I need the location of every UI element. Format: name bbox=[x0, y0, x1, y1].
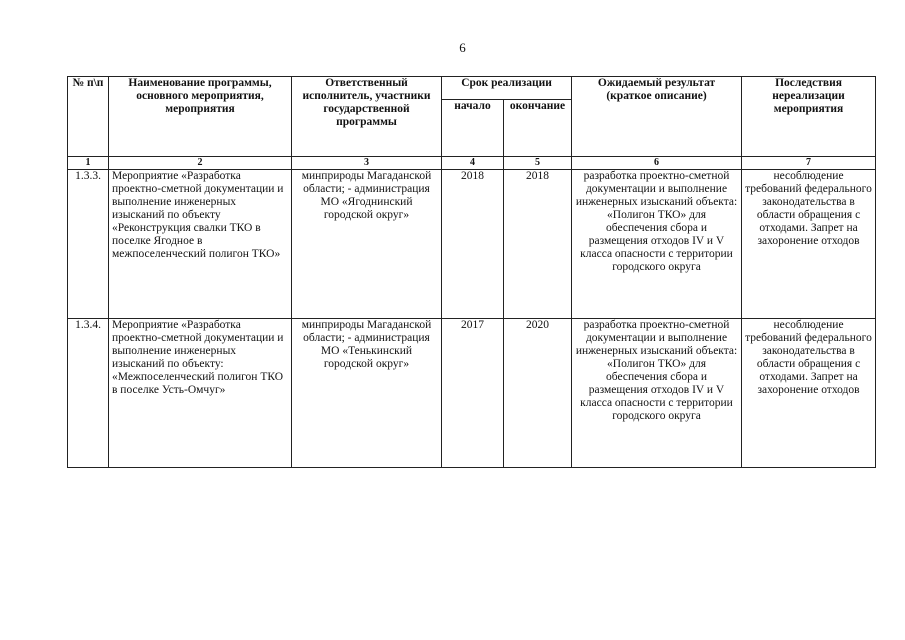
header-name: Наименование программы, основного мероприятия, мероприятия bbox=[109, 77, 292, 157]
header-end: окончание bbox=[504, 100, 572, 157]
row-executor: минприроды Магаданской области; - администрация МО «Ягоднинский городской округ» bbox=[292, 170, 442, 319]
column-number: 3 bbox=[292, 157, 442, 170]
row-end: 2018 bbox=[504, 170, 572, 319]
row-start: 2017 bbox=[442, 319, 504, 468]
row-result: разработка проектно-сметной документации и выполнение инженерных изысканий объекта: «Полигон ТКО» для обеспечения сбора и размещения отходов IV и V класса опасности с территории городского округа bbox=[572, 319, 742, 468]
table-row bbox=[68, 170, 876, 319]
column-number: 1 bbox=[68, 157, 109, 170]
column-number: 4 bbox=[442, 157, 504, 170]
row-start: 2018 bbox=[442, 170, 504, 319]
table-row bbox=[68, 319, 876, 468]
header-consequences: Последствия нереализации мероприятия bbox=[742, 77, 876, 157]
header-result: Ожидаемый результат (краткое описание) bbox=[572, 77, 742, 157]
header-executor: Ответственный исполнитель, участники государственной программы bbox=[292, 77, 442, 157]
row-name: Мероприятие «Разработка проектно-сметной документации и выполнение инженерных изысканий по объекту: «Межпоселенческий полигон ТКО в поселке Усть-Омчуг» bbox=[109, 319, 292, 468]
row-num: 1.3.3. bbox=[68, 170, 109, 319]
row-consequences: несоблюдение требований федерального законодательства в области обращения с отходами. Запрет на захоронение отходов bbox=[742, 170, 876, 319]
row-end: 2020 bbox=[504, 319, 572, 468]
column-number: 7 bbox=[742, 157, 876, 170]
row-name: Мероприятие «Разработка проектно-сметной документации и выполнение инженерных изысканий по объекту «Реконструкция свалки ТКО в поселке Ягодное в межпоселенческий полигон ТКО» bbox=[109, 170, 292, 319]
row-executor: минприроды Магаданской области; - администрация МО «Тенькинский городской округ» bbox=[292, 319, 442, 468]
header-row bbox=[68, 77, 876, 100]
column-number: 5 bbox=[504, 157, 572, 170]
row-consequences: несоблюдение требований федерального законодательства в области обращения с отходами. Запрет на захоронение отходов bbox=[742, 319, 876, 468]
column-number: 6 bbox=[572, 157, 742, 170]
header-start: начало bbox=[442, 100, 504, 157]
column-number-row bbox=[68, 157, 876, 170]
header-num: № п\п bbox=[68, 77, 109, 157]
header-period: Срок реализации bbox=[442, 77, 572, 100]
row-num: 1.3.4. bbox=[68, 319, 109, 468]
program-activities-table bbox=[67, 76, 876, 468]
page-number: 6 bbox=[459, 40, 466, 55]
row-result: разработка проектно-сметной документации и выполнение инженерных изысканий объекта: «Полигон ТКО» для обеспечения сбора и размещения отходов IV и V класса опасности с территории городского округа bbox=[572, 170, 742, 319]
column-number: 2 bbox=[109, 157, 292, 170]
